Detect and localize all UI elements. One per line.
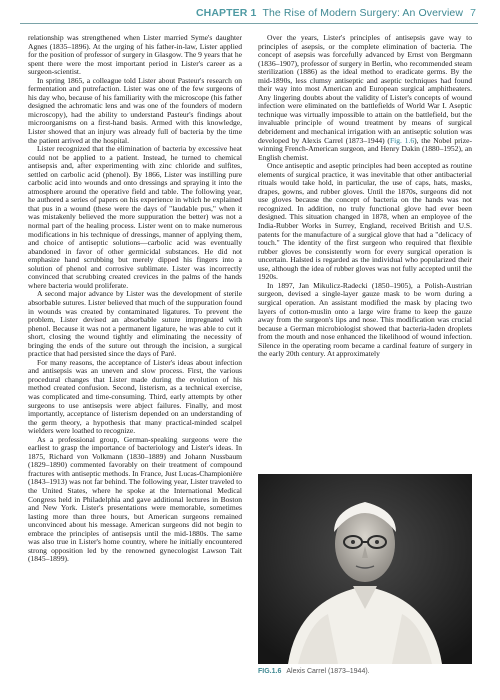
- left-column: [28, 34, 242, 564]
- paragraph: relationship was strengthened when Lister married Syme's daughter Agnes (1835–1896). At the urging of his father-in-law, Lister applied for the position of professor of surgery in Glasgow. The 9 years that he spent there were the most important period in Lister's career as a surgeon-scientist.: [28, 33, 242, 77]
- paragraph: For many reasons, the acceptance of Lister's ideas about infection and antisepsis was an uneven and slow process. First, the various procedural changes that Lister made during the evolution of his method created confusion. Second, listerism, as a technical exercise, was complicated and time-consuming. Third, early attempts by other surgeons to use antisepsis were abject failures. Finally, and most importantly, acceptance of listerism depended on an understanding of the germ theory, a hypothesis that many practical-minded scalpel wielders were loathed to recognize.: [28, 357, 242, 436]
- figure-caption: [258, 668, 472, 675]
- chapter-heading: [196, 7, 463, 19]
- paragraph-text: Over the years, Lister's principles of antisepsis gave way to principles of asepsis, or the complete elimination of bacteria. The concept of asepsis was forcefully advanced by Ernst von Bergmann (1836–1907), professor of surgery in Berlin, who recommended steam sterilization (1886) as the ideal method to eradicate germs. By the mid-1890s, less clumsy antiseptic and aseptic techniques had found their way into most American and European surgical amphitheaters. Any lingering doubts about the validity of Lister's concepts of wound infection were eliminated on the battlefields of World War I. Aseptic technique was virtually impossible to attain on the battlefield, but the invaluable principle of wound treatment by means of surgical debridement and mechanical irrigation with an antiseptic solution was developed by Alexis Carrel (1873–1944) (: [258, 33, 472, 145]
- right-column: [258, 34, 472, 359]
- figure-label: FIG.1.6: [258, 668, 282, 675]
- paragraph-text: ), the Nobel prize-winning French-American surgeon, and Henry Dakin (1880–1952), an English chemist.: [258, 135, 472, 162]
- chapter-title: The Rise of Modern Surgery: An Overview: [262, 7, 464, 19]
- portrait-photo: [258, 474, 472, 664]
- paragraph: As a professional group, German-speaking surgeons were the earliest to grasp the importance of bacteriology and Lister's ideas. In 1875, Richard von Volkmann (1830–1889) and Johann Nussbaum (1829–1890) commented favorably on their treatment of compound fractures with antiseptic methods. In France, Just Lucas-Championière (1843–1913) was not far behind. The following year, Lister traveled to the United States, where he spoke at the International Medical Congress held in Philadelphia and gave additional lectures in Boston and New York. Lister's presentations were memorable, sometimes lasting more than three hours, but American surgeons remained unconvinced about his message. American surgeons did not begin to embrace the principles of antisepsis until the mid-1880s. The same was also true in Lister's home country, where he initially encountered strong opposition led by the renowned gynecologist Lawson Tait (1845–1899).: [28, 434, 242, 564]
- portrait-illustration: [258, 474, 472, 664]
- running-header: [0, 0, 500, 26]
- paragraph: In spring 1865, a colleague told Lister about Pasteur's research on fermentation and putrefaction. Lister was one of the few surgeons of his day who, because of his familiarity with the microscope (his father designed the achromatic lens and was one of the founders of modern microscopy), had the ability to understand Pasteur's findings about microorganisms on a first-hand basis. Armed with this knowledge, Lister showed that an injury was already full of bacteria by the time the patient arrived at the hospital.: [28, 75, 242, 145]
- paragraph: [258, 34, 472, 162]
- paragraph: Lister recognized that the elimination of bacteria by excessive heat could not be applied to a patient. Instead, he turned to chemical antisepsis and, after experimenting with zinc chloride and sulfites, settled on carbolic acid (phenol). By 1866, Lister was instilling pure carbolic acid into wounds and onto dressings and spraying it into the atmosphere around the operative field and table. The following year, he authored a series of papers on his experience in which he explained that pus in a wound (these were the days of "laudable pus," when it was mistakenly believed the more suppuration the better) was not a normal part of the healing process. Lister went on to make numerous modifications in his technique of dressings, manner of applying them, and choice of antiseptic solutions—carbolic acid was eventually abandoned in favor of other germicidal substances. He did not emphasize hand scrubbing but merely dipped his fingers into a solution of phenol and corrosive sublimate. Lister was incorrectly convinced that scrubbing created crevices in the palms of the hands where bacteria would proliferate.: [28, 144, 242, 290]
- paragraph: A second major advance by Lister was the development of sterile absorbable sutures. Lister believed that much of the suppuration found in wounds was created by contaminated ligatures. To prevent the problem, Lister devised an absorbable suture impregnated with phenol. Because it was not a permanent ligature, he was able to cut it short, closing the wound tightly and eliminating the necessity of bringing the ends of the suture out through the incision, a surgical practice that had persisted since the days of Paré.: [28, 289, 242, 359]
- figure-reference-link[interactable]: Fig. 1.6: [389, 135, 415, 145]
- figure-caption-text: Alexis Carrel (1873–1944).: [286, 668, 370, 675]
- page-number: 7: [470, 7, 476, 19]
- paragraph: In 1897, Jan Mikulicz-Radecki (1850–1905), a Polish-Austrian surgeon, devised a single-layer gauze mask to be worn during a surgical operation. An assistant modified the mask by placing two layers of cotton-muslin onto a large wire frame to keep the gauze away from the surgeon's lips and nose. This modification was crucial because a German microbiologist showed that bacteria-laden droplets from the mouth and nose enhanced the likelihood of wound infection. Silence in the operating room became a cardinal feature of surgery in the early 20th century. At approximately: [258, 280, 472, 359]
- header-rule: [20, 23, 478, 24]
- paragraph: Once antiseptic and aseptic principles had been accepted as routine elements of surgical practice, it was inevitable that other antibacterial rituals would take hold, in particular, the use of caps, hats, masks, drapes, gowns, and rubber gloves. Until the 1870s, surgeons did not use gloves because the concept of bacteria on the hands was not recognized. In addition, no truly functional glove had ever been designed. This situation changed in 1878, when an employee of the India-Rubber Works in Surrey, England, received British and U.S. patents for the manufacture of a surgical glove that had a "delicacy of touch." The identity of the first surgeon who required that flexible rubber gloves be consistently worn for every surgical operation is uncertain. Halsted is regarded as the individual who popularized their use, although the idea of rubber gloves was not fully accepted until the 1920s.: [258, 161, 472, 282]
- chapter-number: CHAPTER 1: [196, 7, 257, 19]
